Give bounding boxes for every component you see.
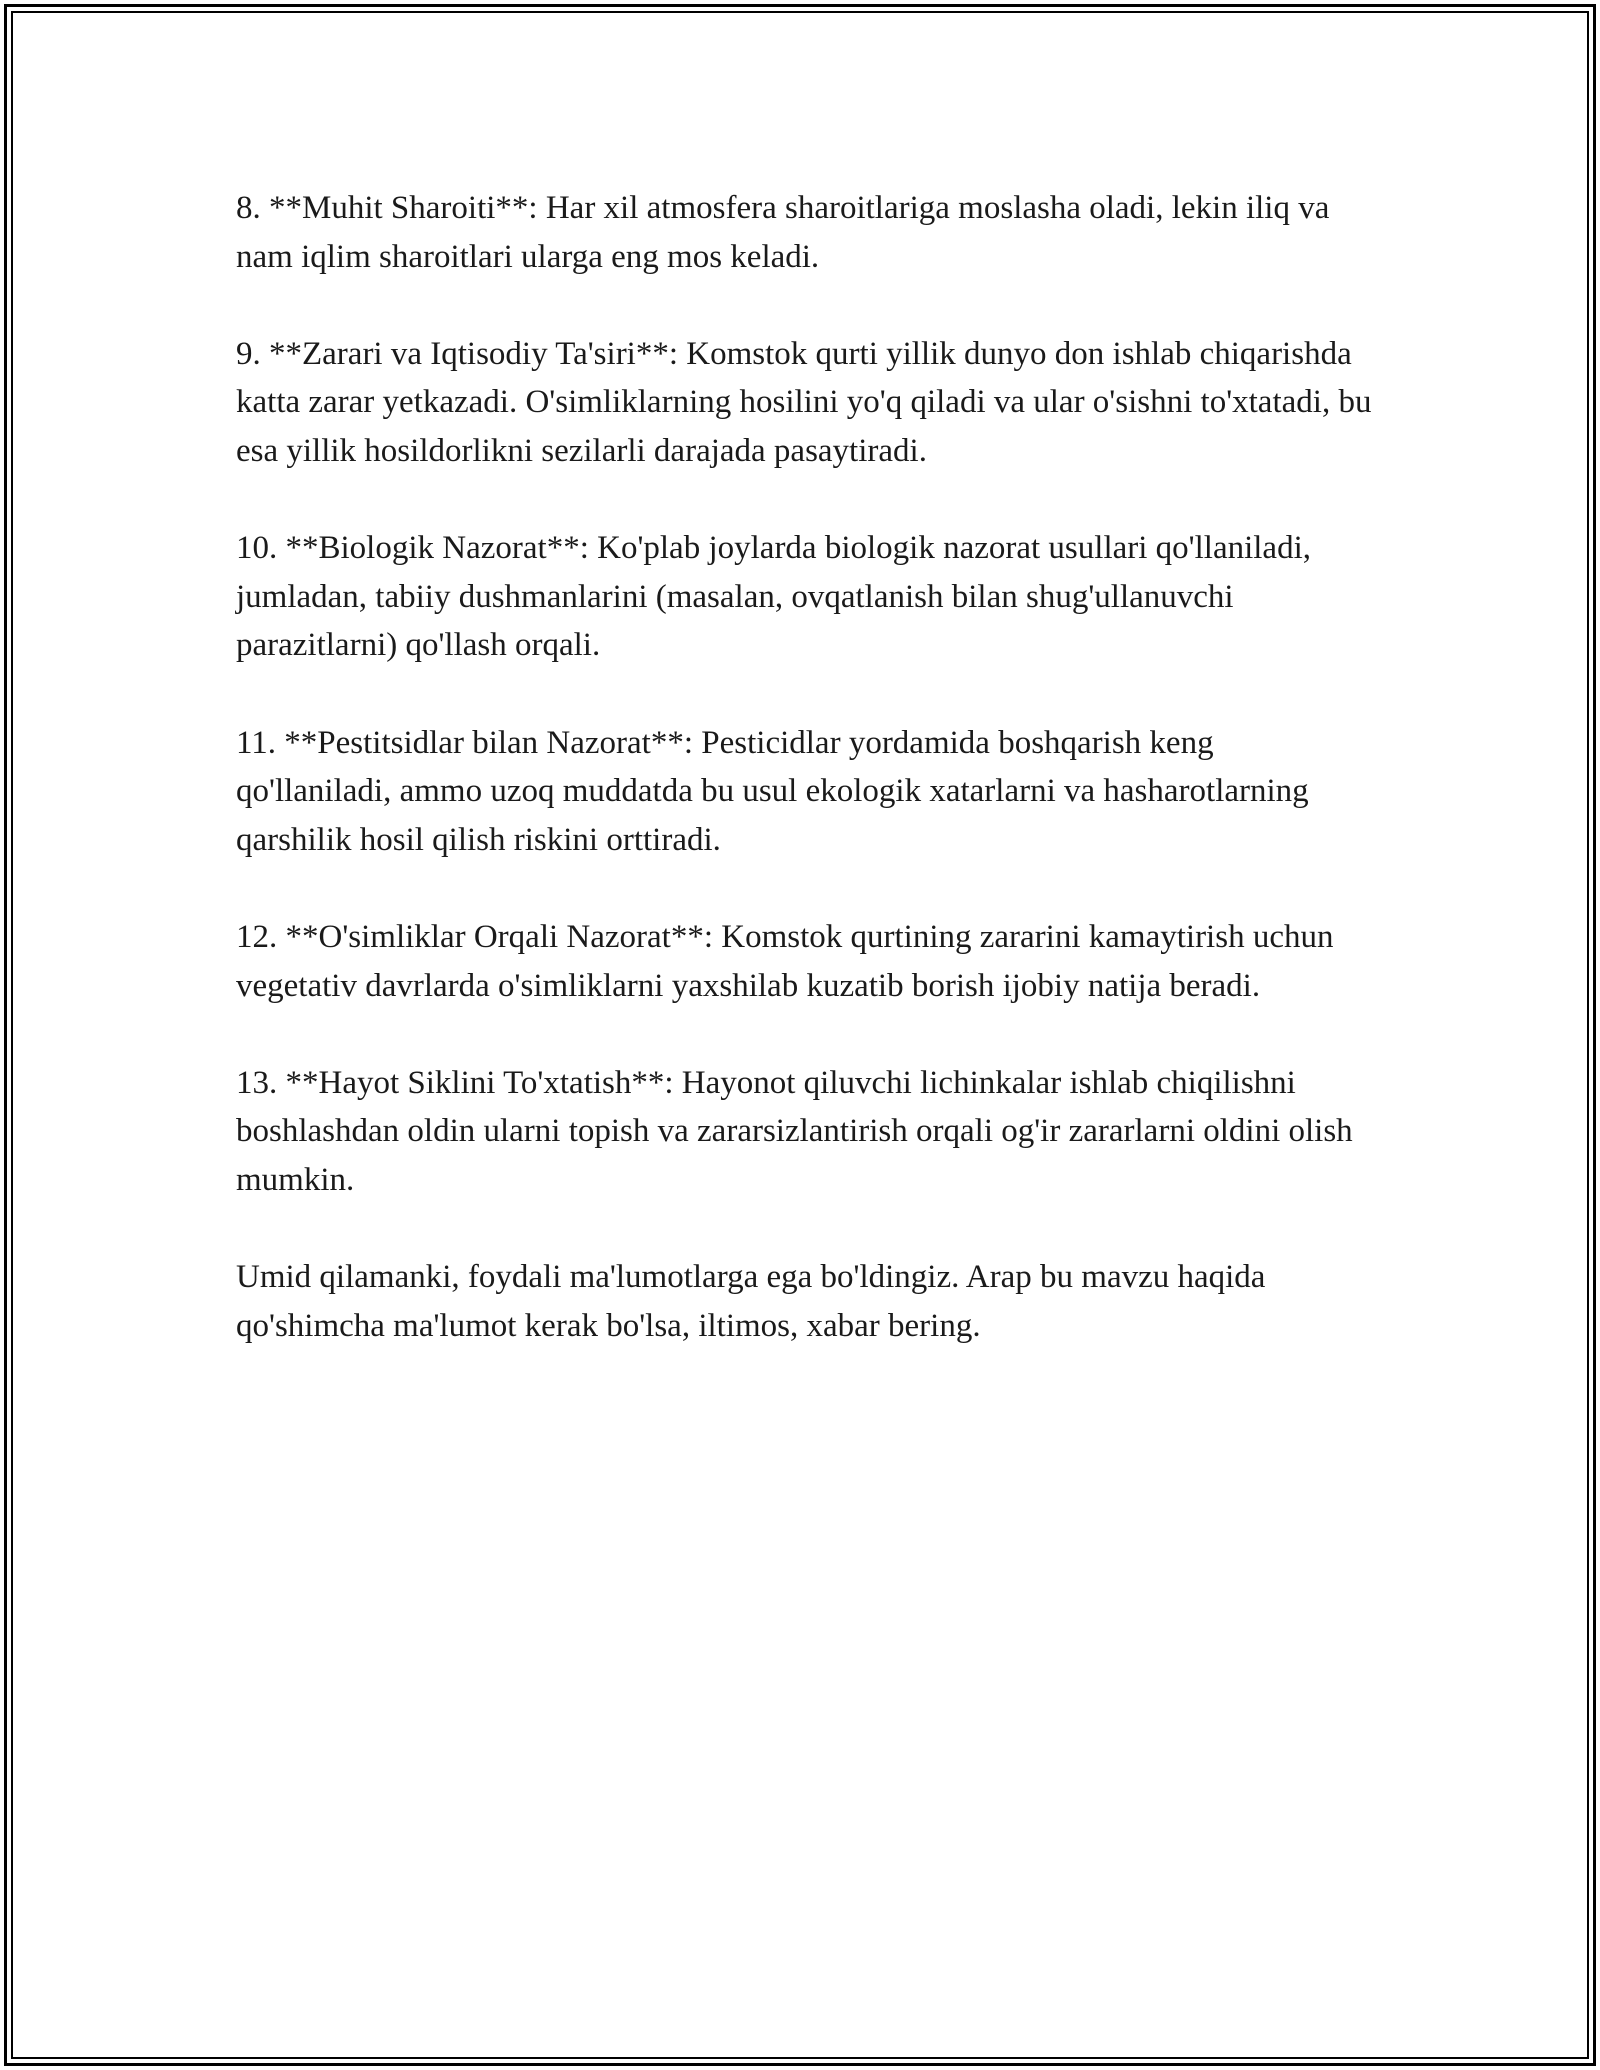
- closing-paragraph: Umid qilamanki, foydali ma'lumotlarga ega bo'ldingiz. Arap bu mavzu haqida qo'shimcha ma'lumot kerak bo'lsa, iltimos, xabar bering.: [236, 1259, 1274, 1344]
- paragraph-item-12-plant-control: 12. **O'simliklar Orqali Nazorat**: Komstok qurtining zararini kamaytirish uchun vegetativ davrlarda o'simliklarni yaxshilab kuzatib borish ijobiy natija beradi.: [236, 918, 1342, 1004]
- paragraph-item-9-damage: 9. **Zarari va Iqtisodiy Ta'siri**: Komstok qurti yillik dunyo don ishlab chiqarishda katta zarar yetkazadi. O'simliklarning hosilini yo'q qiladi va ular o'sishni to'xtatadi, bu esa yillik hosildorlikni sezilarli darajada pasaytiradi.: [236, 335, 1380, 469]
- paragraph-item-13-life-cycle: 13. **Hayot Siklini To'xtatish**: Hayonot qiluvchi lichinkalar ishlab chiqilishni boshlashdan oldin ularni topish va zararsizlantirish orqali og'ir zararlarni oldini olish mumkin.: [236, 1064, 1361, 1198]
- paragraph-item-10-biological-control: 10. **Biologik Nazorat**: Ko'plab joylarda biologik nazorat usullari qo'llaniladi, jumladan, tabiiy dushmanlarini (masalan, ovqatlanish bilan shug'ullanuvchi parazitlarni) qo'llash orqali.: [236, 530, 1320, 664]
- paragraph-item-8-environment: 8. **Muhit Sharoiti**: Har xil atmosfera sharoitlariga moslasha oladi, lekin iliq va nam iqlim sharoitlari ularga eng mos keladi.: [236, 190, 1338, 275]
- document-body: [236, 184, 1380, 1350]
- paragraph-item-11-pesticide-control: 11. **Pestitsidlar bilan Nazorat**: Pesticidlar yordamida boshqarish keng qo'llaniladi, ammo uzoq muddatda bu usul ekologik xatarlarni va hasharotlarning qarshilik hosil qilish riskini orttiradi.: [236, 724, 1317, 858]
